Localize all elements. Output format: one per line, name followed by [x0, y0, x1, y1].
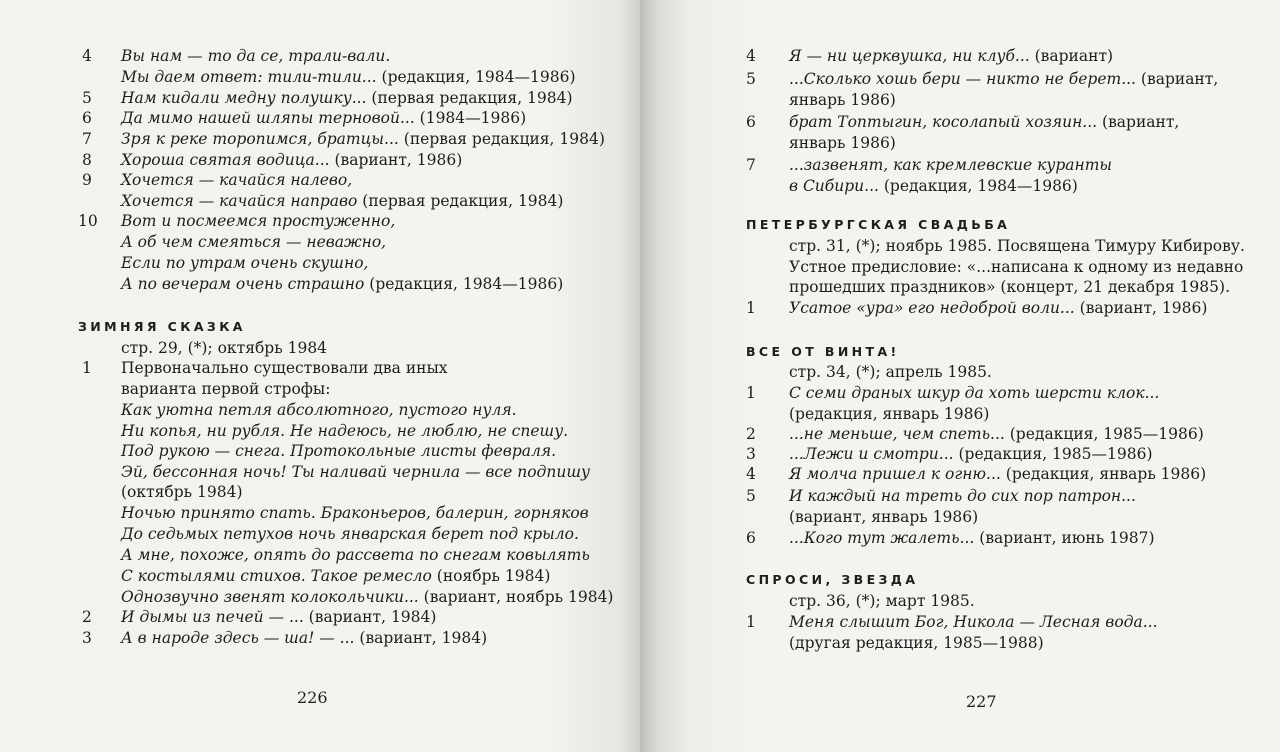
right-page [640, 0, 1280, 752]
note-number: 2 [82, 608, 92, 626]
note-number: 2 [746, 425, 756, 443]
note-line: прошедших праздников» (концерт, 21 декабря 1985). [789, 278, 1230, 296]
note-line: стр. 31, (*); ноябрь 1985. Посвящена Тимуру Кибирову. [789, 237, 1245, 255]
note-line: стр. 34, (*); апрель 1985. [789, 363, 992, 381]
note-line: Зря к реке торопимся, братцы... (первая редакция, 1984) [121, 130, 605, 148]
note-number: 5 [82, 89, 92, 107]
note-line: стр. 36, (*); март 1985. [789, 592, 975, 610]
note-line: А об чем смеяться — неважно, [121, 233, 387, 251]
note-line: А по вечерам очень страшно (редакция, 1984—1986) [121, 275, 564, 293]
note-number: 5 [746, 487, 756, 505]
note-number: 1 [746, 384, 756, 402]
note-line: (другая редакция, 1985—1988) [789, 634, 1044, 652]
note-line: С костылями стихов. Такое ремесло (ноябрь 1984) [121, 567, 551, 585]
note-line: Под рукою — снега. Протокольные листы февраля. [121, 442, 557, 460]
note-line: Я — ни церквушка, ни клуб... (вариант) [789, 47, 1114, 65]
note-line: ...не меньше, чем спеть... (редакция, 1985—1986) [789, 425, 1204, 443]
section-heading: СПРОСИ, ЗВЕЗДА [746, 572, 919, 587]
note-line: (редакция, январь 1986) [789, 405, 990, 423]
section-heading: ПЕТЕРБУРГСКАЯ СВАДЬБА [746, 217, 1011, 232]
note-line: стр. 29, (*); октябрь 1984 [121, 339, 328, 357]
note-line: А мне, похоже, опять до рассвета по снегам ковылять [121, 546, 590, 564]
note-line: ...Сколько хошь бери — никто не берет... (вариант, [789, 70, 1219, 88]
note-number: 4 [746, 47, 756, 65]
note-line: Хороша святая водица... (вариант, 1986) [121, 151, 463, 169]
note-line: Первоначально существовали два иных [121, 359, 448, 377]
note-line: С семи драных шкур да хоть шерсти клок... [789, 384, 1160, 402]
note-line: И дымы из печей — ... (вариант, 1984) [121, 608, 437, 626]
note-line: ...зазвенят, как кремлевские куранты [789, 156, 1113, 174]
note-line: Вот и посмеемся простуженно, [121, 212, 396, 230]
note-line: Ни копья, ни рубля. Не надеюсь, не люблю, не спешу. [121, 422, 569, 440]
note-number: 4 [746, 465, 756, 483]
note-line: Да мимо нашей шляпы терновой... (1984—1986) [121, 109, 527, 127]
note-number: 7 [82, 130, 92, 148]
note-number: 6 [746, 529, 756, 547]
note-number: 1 [746, 613, 756, 631]
note-line: Хочется — качайся направо (первая редакция, 1984) [121, 192, 564, 210]
page-number: 226 [297, 688, 328, 707]
note-number: 7 [746, 156, 756, 174]
note-number: 1 [82, 359, 92, 377]
section-heading: ЗИМНЯЯ СКАЗКА [78, 319, 246, 334]
note-number: 9 [82, 171, 92, 189]
note-line: Вы нам — то да се, трали-вали. [121, 47, 391, 65]
note-line: Ночью принято спать. Браконьеров, балерин, горняков [121, 504, 589, 522]
note-line: брат Топтыгин, косолапый хозяин... (вариант, [789, 113, 1180, 131]
note-line: (октябрь 1984) [121, 483, 243, 501]
note-line: ...Кого тут жалеть... (вариант, июнь 1987) [789, 529, 1155, 547]
note-line: в Сибири... (редакция, 1984—1986) [789, 177, 1078, 195]
note-number: 6 [82, 109, 92, 127]
note-line: Эй, бессонная ночь! Ты наливай чернила — все подпишу [121, 463, 590, 481]
note-number: 3 [82, 629, 92, 647]
note-number: 6 [746, 113, 756, 131]
note-number: 3 [746, 445, 756, 463]
note-line: варианта первой строфы: [121, 380, 331, 398]
note-line: До седьмых петухов ночь январская берет под крыло. [121, 525, 579, 543]
page-number: 227 [966, 692, 997, 711]
note-line: Усатое «ура» его недоброй воли... (вариант, 1986) [789, 299, 1208, 317]
note-line: январь 1986) [789, 91, 896, 109]
note-line: Меня слышит Бог, Никола — Лесная вода... [789, 613, 1158, 631]
note-line: Хочется — качайся налево, [121, 171, 353, 189]
note-line: Нам кидали медну полушку... (первая редакция, 1984) [121, 89, 573, 107]
note-line: Устное предисловие: «...написана к одному из недавно [789, 258, 1244, 276]
note-line: Мы даем ответ: тили-тили... (редакция, 1984—1986) [121, 68, 576, 86]
note-number: 10 [78, 212, 98, 230]
note-line: январь 1986) [789, 134, 896, 152]
note-number: 1 [746, 299, 756, 317]
note-line: ...Лежи и смотри... (редакция, 1985—1986) [789, 445, 1153, 463]
section-heading: ВСЕ ОТ ВИНТА! [746, 344, 900, 359]
note-line: (вариант, январь 1986) [789, 508, 979, 526]
note-number: 8 [82, 151, 92, 169]
note-line: Как уютна петля абсолютного, пустого нуля. [121, 401, 517, 419]
note-line: А в народе здесь — ша! — ... (вариант, 1984) [121, 629, 488, 647]
note-line: Если по утрам очень скушно, [121, 254, 369, 272]
note-line: И каждый на треть до сих пор патрон... [789, 487, 1136, 505]
note-line: Я молча пришел к огню... (редакция, январь 1986) [789, 465, 1207, 483]
note-number: 5 [746, 70, 756, 88]
note-line: Однозвучно звенят колокольчики... (вариант, ноябрь 1984) [121, 588, 614, 606]
note-number: 4 [82, 47, 92, 65]
